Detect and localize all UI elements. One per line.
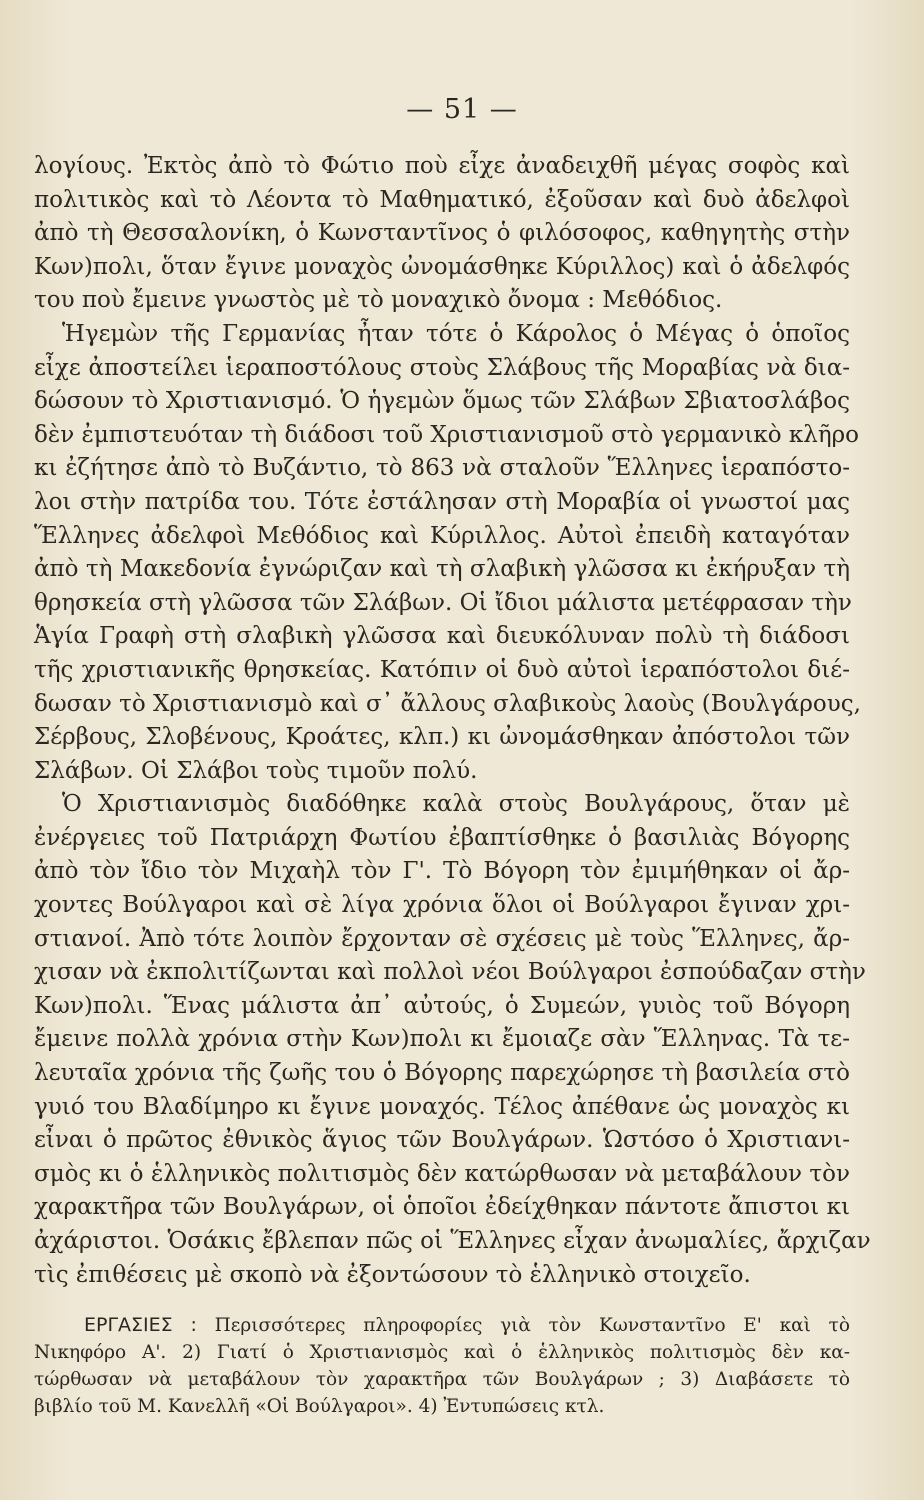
text-line: στιανοί. Ἀπὸ τότε λοιπὸν ἔρχονταν σὲ σχέσεις μὲ τοὺς Ἕλληνες, ἄρ- bbox=[34, 925, 850, 952]
text-line: θρησκεία στὴ γλῶσσα τῶν Σλάβων. Οἱ ἴδιοι μάλιστα μετέφρασαν τὴν bbox=[34, 589, 852, 616]
text-line: Σέρβους, Σλοβένους, Κροάτες, κλπ.) κι ὠνομάσθηκαν ἀπόστολοι τῶν bbox=[34, 724, 850, 751]
text-line: λογίους. Ἐκτὸς ἀπὸ τὸ Φώτιο ποὺ εἶχε ἀναδειχθῆ μέγας σοφὸς καὶ bbox=[34, 153, 850, 179]
text-line: εἶναι ὁ πρῶτος ἐθνικὸς ἅγιος τῶν Βουλγάρων. Ὡστόσο ὁ Χριστιανι- bbox=[34, 1127, 850, 1154]
text-line: τῆς χριστιανικῆς θρησκείας. Κατόπιν οἱ δυὸ αὐτοὶ ἱεραπόστολοι διέ- bbox=[34, 656, 850, 683]
exercise-line: τώρθωσαν νὰ μεταβάλουν τὸν χαρακτῆρα τῶν Βουλγάρων ; 3) Διαβάσετε τὸ bbox=[34, 1369, 850, 1390]
text-line: χοντες Βούλγαροι καὶ σὲ λίγα χρόνια ὅλοι οἱ Βούλγαροι ἔγιναν χρι- bbox=[34, 892, 850, 919]
text-line: δωσαν τὸ Χριστιανισμὸ καὶ σ᾿ ἄλλους σλαβικοὺς λαοὺς (Βουλγάρους, bbox=[34, 690, 861, 717]
text-line: ἔμεινε πολλὰ χρόνια στὴν Κων)πολι κι ἔμοιαζε σὰν Ἕλληνας. Τὰ τε- bbox=[34, 1026, 850, 1053]
text-line: ἀχάριστοι. Ὁσάκις ἔβλεπαν πῶς οἱ Ἕλληνες εἶχαν ἀνωμαλίες, ἄρχιζαν bbox=[34, 1228, 871, 1254]
text-line: Ἡγεμὼν τῆς Γερμανίας ἦταν τότε ὁ Κάρολος ὁ Μέγας ὁ ὁποῖος bbox=[62, 320, 850, 347]
text-line: πολιτικὸς καὶ τὸ Λέοντα τὸ Μαθηματικό, ἐξοῦσαν καὶ δυὸ ἀδελφοὶ bbox=[34, 186, 850, 213]
text-line: δὲν ἐμπιστευόταν τὴ διάδοσι τοῦ Χριστιανισμοῦ στὸ γερμανικὸ κλῆρο bbox=[34, 421, 859, 448]
exercises-section bbox=[34, 1312, 850, 1420]
text-line: χαρακτῆρα τῶν Βουλγάρων, οἱ ὁποῖοι ἐδείχθηκαν πάντοτε ἄπιστοι κι bbox=[34, 1194, 850, 1221]
text-line: λευταῖα χρόνια τῆς ζωῆς του ὁ Βόγορης παρεχώρησε τὴ βασιλεία στὸ bbox=[34, 1060, 850, 1087]
text-line: Κων)πολι. Ἕνας μάλιστα ἀπ᾿ αὐτούς, ὁ Συμεών, γυιὸς τοῦ Βόγορη bbox=[34, 992, 850, 1019]
body-text bbox=[34, 150, 871, 1292]
text-line: λοι στὴν πατρίδα του. Τότε ἐστάλησαν στὴ Μοραβία οἱ γνωστοί μας bbox=[34, 488, 850, 515]
text-line: ἀπὸ τὸν ἴδιο τὸν Μιχαὴλ τὸν Γ'. Τὸ Βόγορη τὸν ἐμιμήθηκαν οἱ ἄρ- bbox=[34, 858, 850, 885]
text-line: ἐνέργειες τοῦ Πατριάρχη Φωτίου ἐβαπτίσθηκε ὁ βασιλιὰς Βόγορης bbox=[34, 824, 850, 851]
exercises-first-line bbox=[34, 1312, 850, 1339]
exercises-heading: ΕΡΓΑΣΙΕΣ : bbox=[84, 1314, 197, 1336]
text-line: του ποὺ ἔμεινε γνωστὸς μὲ τὸ μοναχικὸ ὄνομα : Μεθόδιος. bbox=[34, 287, 723, 314]
text-line: γυιό του Βλαδίμηρο κι ἔγινε μοναχός. Τέλος ἀπέθανε ὡς μοναχὸς κι bbox=[34, 1093, 850, 1120]
text-line: χισαν νὰ ἐκπολιτίζωνται καὶ πολλοὶ νέοι Βούλγαροι ἐσπούδαζαν στὴν bbox=[34, 959, 866, 986]
text-line: Ἁγία Γραφὴ στὴ σλαβικὴ γλῶσσα καὶ διευκόλυναν πολὺ τὴ διάδοσι bbox=[34, 623, 850, 650]
text-line: Κων)πολι, ὅταν ἔγινε μοναχὸς ὠνομάσθηκε Κύριλλος) καὶ ὁ ἀδελφός bbox=[34, 253, 850, 280]
exercise-line: βιβλίο τοῦ Μ. Κανελλῆ «Οἱ Βούλγαροι». 4) Ἐντυπώσεις κτλ. bbox=[34, 1396, 605, 1417]
text-line: Σλάβων. Οἱ Σλάβοι τοὺς τιμοῦν πολύ. bbox=[34, 757, 478, 784]
text-line: ἀπὸ τὴ Μακεδονία ἐγνώριζαν καὶ τὴ σλαβικὴ γλῶσσα κι ἐκήρυξαν τὴ bbox=[34, 556, 850, 583]
text-line: Ὁ Χριστιανισμὸς διαδόθηκε καλὰ στοὺς Βουλγάρους, ὅταν μὲ bbox=[62, 791, 850, 818]
text-line: τὶς ἐπιθέσεις μὲ σκοπὸ νὰ ἐξοντώσουν τὸ ἑλληνικὸ στοιχεῖο. bbox=[34, 1261, 751, 1288]
text-line: κι ἐζήτησε ἀπὸ τὸ Βυζάντιο, τὸ 863 νὰ σταλοῦν Ἕλληνες ἱεραπόστο- bbox=[34, 455, 850, 482]
text-line: ἀπὸ τὴ Θεσσαλονίκη, ὁ Κωνσταντῖνος ὁ φιλόσοφος, καθηγητὴς στὴν bbox=[34, 220, 850, 247]
exercise-line: Νικηφόρο Α'. 2) Γιατί ὁ Χριστιανισμὸς καὶ ὁ ἑλληνικὸς πολιτισμὸς δὲν κα- bbox=[34, 1342, 850, 1363]
text-line: σμὸς κι ὁ ἑλληνικὸς πολιτισμὸς δὲν κατώρθωσαν νὰ μεταβάλουν τὸν bbox=[34, 1160, 850, 1187]
exercise-text: Περισσότερες πληροφορίες γιὰ τὸν Κωνσταντῖνο Ε' καὶ τὸ bbox=[214, 1315, 850, 1336]
text-line: εἶχε ἀποστείλει ἱεραποστόλους στοὺς Σλάβους τῆς Μοραβίας νὰ δια- bbox=[34, 354, 850, 381]
paragraph-3 bbox=[34, 788, 871, 1292]
paragraph-1 bbox=[34, 150, 850, 318]
text-line: δώσουν τὸ Χριστιανισμό. Ὁ ἡγεμὼν ὅμως τῶν Σλάβων Σβιατοσλάβος bbox=[34, 388, 850, 415]
paragraph-2 bbox=[34, 318, 861, 788]
text-line: Ἕλληνες ἀδελφοὶ Μεθόδιος καὶ Κύριλλος. Αὐτοὶ ἐπειδὴ καταγόταν bbox=[34, 522, 850, 549]
page-number: — 51 — bbox=[406, 94, 518, 125]
